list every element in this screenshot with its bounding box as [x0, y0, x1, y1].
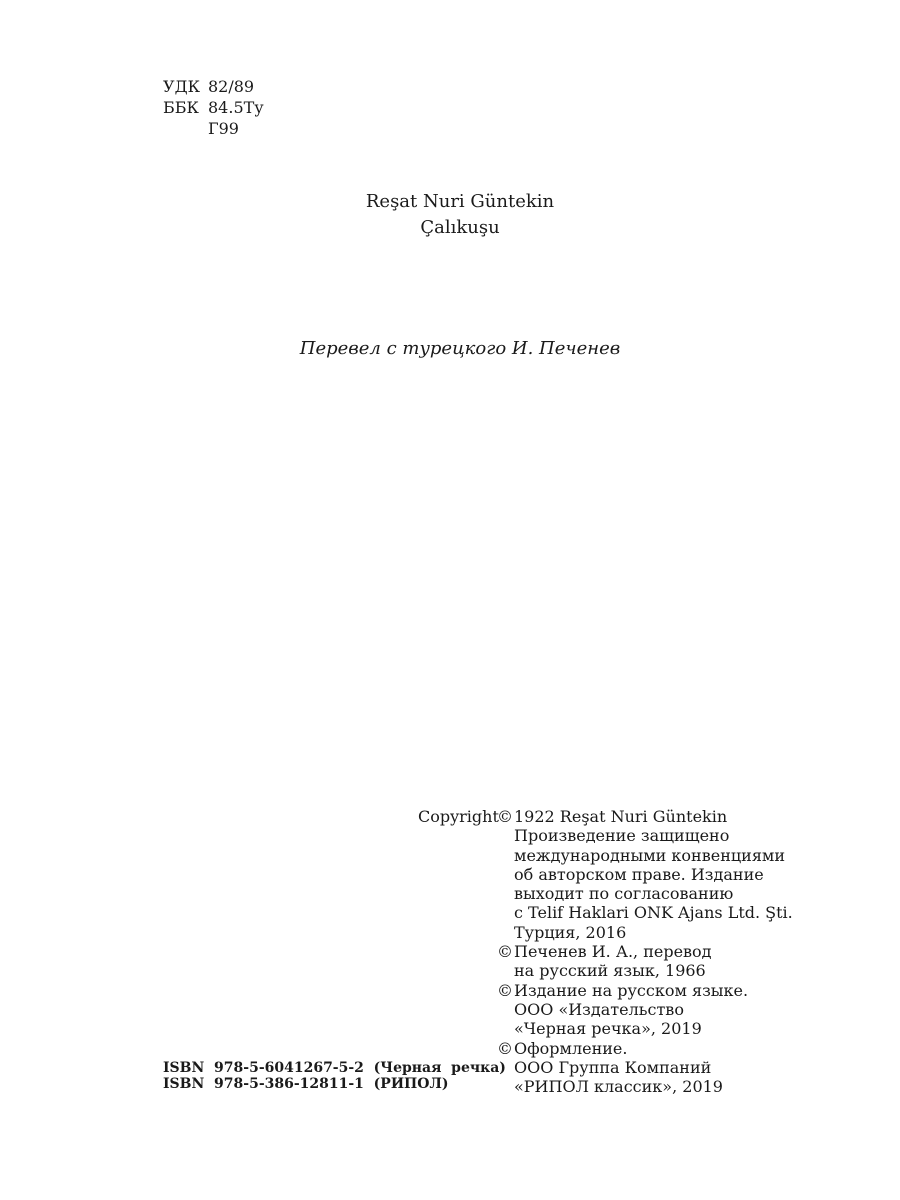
copyright-text: 1922 Reşat Nuri Güntekin — [514, 807, 728, 826]
isbn-text: ISBN 978-5-386-12811-1 (РИПОЛ) — [163, 1076, 449, 1092]
author-name: Reşat Nuri Güntekin — [365, 191, 555, 212]
copyright-text: Произведение защищено — [514, 826, 730, 846]
translator-note: Перевел с турецкого И. Печенев — [299, 338, 621, 359]
copyright-line — [418, 865, 793, 884]
bbk-row — [163, 97, 264, 118]
copyright-symbol: © — [497, 807, 513, 826]
copyright-line — [418, 1000, 793, 1019]
copyright-text: ООО «Издательство — [514, 999, 684, 1019]
isbn-line — [163, 1060, 506, 1076]
copyright-line — [418, 923, 793, 942]
udk-label: УДК — [163, 77, 200, 96]
isbn-block — [163, 1060, 506, 1092]
copyright-line — [418, 807, 793, 826]
bbk-value: 84.5Ту — [208, 98, 264, 117]
copyright-line — [418, 981, 793, 1000]
copyright-line — [418, 1019, 793, 1038]
udk-row — [163, 76, 264, 97]
author-sign-row — [163, 118, 264, 139]
copyright-block — [418, 807, 793, 1096]
copyright-text: с Telif Haklari ONK Ajans Ltd. Şti. — [514, 903, 793, 923]
copyright-text: ООО Группа Компаний — [514, 1057, 712, 1077]
udk-value: 82/89 — [208, 77, 255, 96]
copyright-text: «Черная речка», 2019 — [514, 1019, 702, 1039]
copyright-label: Copyright — [418, 807, 499, 826]
title-block — [0, 189, 900, 241]
copyright-text: «РИПОЛ классик», 2019 — [514, 1077, 723, 1097]
copyright-text: об авторском праве. Издание — [514, 864, 764, 884]
copyright-text: международными конвенциями — [514, 845, 786, 865]
copyright-line — [418, 903, 793, 922]
copyright-symbol: © — [497, 942, 513, 962]
bbk-label: ББК — [163, 98, 199, 117]
copyright-text: Печенев И. А., перевод — [514, 942, 712, 962]
copyright-text: Оформление. — [514, 1038, 628, 1058]
author-sign: Г99 — [208, 119, 239, 138]
copyright-text: Турция, 2016 — [514, 922, 627, 942]
isbn-line — [163, 1076, 506, 1092]
copyright-symbol: © — [497, 1038, 513, 1058]
copyright-line — [418, 826, 793, 845]
copyright-line — [418, 846, 793, 865]
copyright-line — [418, 884, 793, 903]
book-title: Çalıkuşu — [420, 217, 500, 238]
copyright-text: Издание на русском языке. — [514, 980, 749, 1000]
classification-block — [163, 76, 264, 139]
copyright-line — [418, 942, 793, 961]
copyright-text: выходит по согласованию — [514, 884, 734, 904]
copyright-symbol: © — [497, 980, 513, 1000]
isbn-text: ISBN 978-5-6041267-5-2 (Черная речка) — [163, 1060, 506, 1076]
copyright-text: на русский язык, 1966 — [514, 961, 706, 981]
copyright-line — [418, 1039, 793, 1058]
copyright-line — [418, 961, 793, 980]
